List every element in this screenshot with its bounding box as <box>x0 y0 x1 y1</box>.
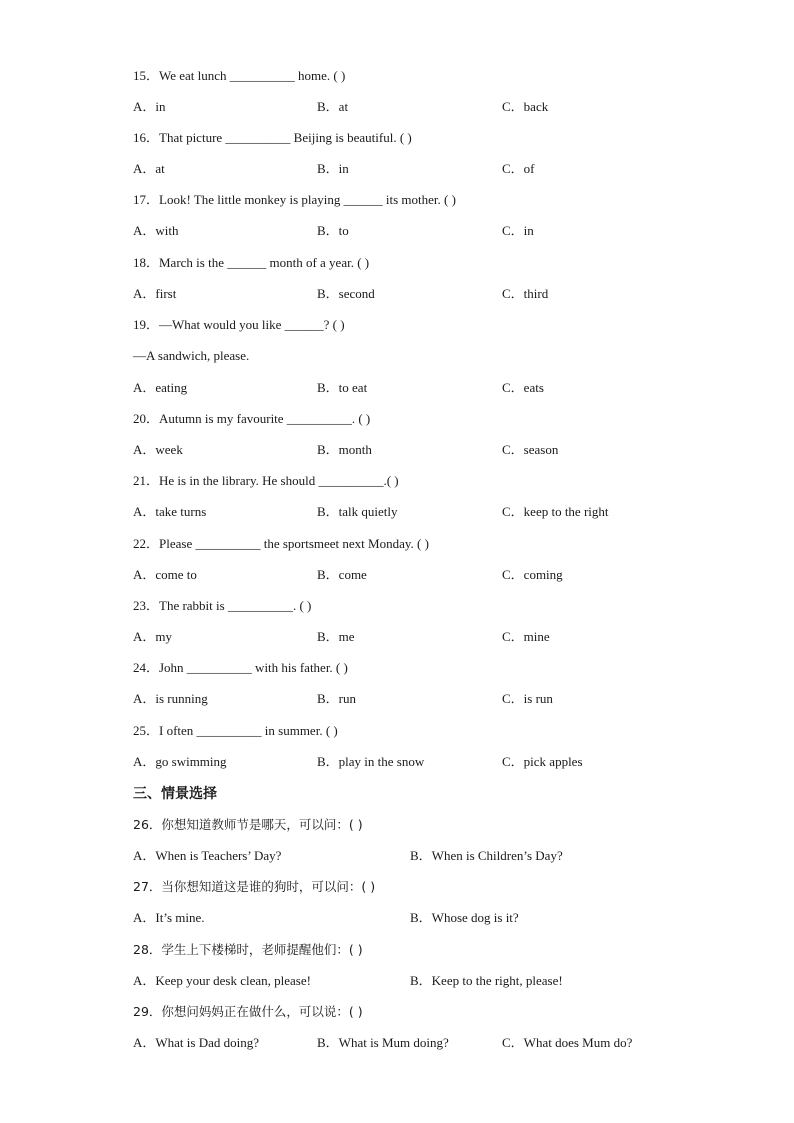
answer-option: B．second <box>317 286 375 301</box>
question-stem: 15．We eat lunch __________ home. ( ) <box>133 68 346 83</box>
answer-option: A．take turns <box>133 504 207 519</box>
answer-option: C．back <box>502 99 549 114</box>
question-stem: 21．He is in the library. He should __________.( ) <box>133 473 399 488</box>
question-stem: 17．Look! The little monkey is playing ______ its mother. ( ) <box>133 192 456 207</box>
question-stem: 20．Autumn is my favourite __________. ( ) <box>133 411 371 426</box>
answer-option: B．run <box>317 691 357 706</box>
question-stem: 19．—What would you like ______? ( ) <box>133 317 345 332</box>
answer-option: B．Whose dog is it? <box>410 910 519 925</box>
answer-option: C．coming <box>502 567 563 582</box>
answer-option: C．What does Mum do? <box>502 1035 633 1050</box>
question-stem: 18．March is the ______ month of a year. ( ) <box>133 255 370 270</box>
answer-option: A．What is Dad doing? <box>133 1035 260 1050</box>
answer-option: A．go swimming <box>133 754 227 769</box>
answer-option: A．eating <box>133 380 188 395</box>
answer-option: B．at <box>317 99 349 114</box>
answer-option: A．first <box>133 286 177 301</box>
question-stem: 28．学生上下楼梯时，老师提醒他们：( ) <box>133 942 363 957</box>
answer-option: B．talk quietly <box>317 504 398 519</box>
answer-option: C．mine <box>502 629 550 644</box>
answer-option: A．It’s mine. <box>133 910 205 925</box>
answer-option: C．is run <box>502 691 553 706</box>
answer-option: A．with <box>133 223 179 238</box>
question-stem: 23．The rabbit is __________. ( ) <box>133 598 312 613</box>
answer-option: A．week <box>133 442 183 457</box>
answer-option: C．third <box>502 286 549 301</box>
question-stem: 25．I often __________ in summer. ( ) <box>133 723 338 738</box>
answer-option: C．keep to the right <box>502 504 609 519</box>
answer-option: C．pick apples <box>502 754 583 769</box>
question-stem: 24．John __________ with his father. ( ) <box>133 660 348 675</box>
answer-option: B．to eat <box>317 380 368 395</box>
question-stem: 16．That picture __________ Beijing is beautiful. ( ) <box>133 130 412 145</box>
answer-option: A．come to <box>133 567 197 582</box>
answer-option: A．at <box>133 161 165 176</box>
answer-option: A．When is Teachers’ Day? <box>133 848 282 863</box>
question-stem: 26．你想知道教师节是哪天，可以问：( ) <box>133 817 363 832</box>
answer-option: B．me <box>317 629 355 644</box>
answer-option: A．Keep your desk clean, please! <box>133 973 311 988</box>
answer-option: C．in <box>502 223 534 238</box>
answer-option: B．play in the snow <box>317 754 425 769</box>
answer-option: B．come <box>317 567 367 582</box>
answer-option: A．my <box>133 629 173 644</box>
answer-option: C．eats <box>502 380 544 395</box>
answer-option: C．season <box>502 442 559 457</box>
question-stem: 22．Please __________ the sportsmeet next Monday. ( ) <box>133 536 429 551</box>
answer-option: B．month <box>317 442 372 457</box>
question-stem: 29．你想问妈妈正在做什么，可以说：( ) <box>133 1004 363 1019</box>
section-title: 三、情景选择 <box>133 786 217 802</box>
answer-option: A．is running <box>133 691 208 706</box>
answer-option: B．What is Mum doing? <box>317 1035 449 1050</box>
answer-option: B．to <box>317 223 349 238</box>
answer-option: B．When is Children’s Day? <box>410 848 563 863</box>
question-answer-line: —A sandwich, please. <box>133 348 250 363</box>
answer-option: B．in <box>317 161 349 176</box>
answer-option: C．of <box>502 161 535 176</box>
answer-option: A．in <box>133 99 166 114</box>
question-stem: 27．当你想知道这是谁的狗时，可以问：( ) <box>133 879 376 894</box>
answer-option: B．Keep to the right, please! <box>410 973 563 988</box>
